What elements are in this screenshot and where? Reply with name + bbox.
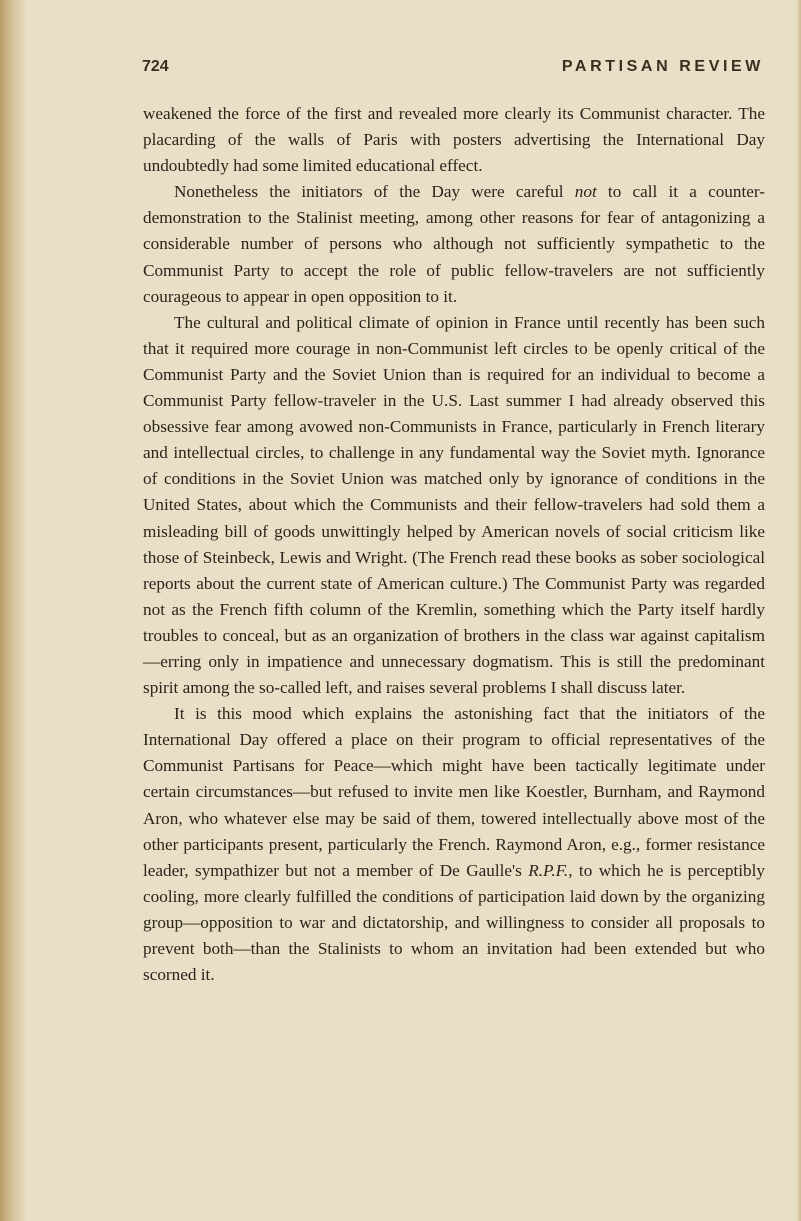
page-number: 724 [142, 58, 169, 75]
paragraph [143, 179, 765, 309]
page-gutter [0, 0, 26, 1221]
page-header [142, 58, 764, 86]
running-head: PARTISAN REVIEW [561, 58, 764, 75]
text-span: It is this mood which explains the astonishing fact that the initiators of the International Day offered a place on their program to official representatives of the Communist Partisans for Peace—which might have been tactically legitimate under certain circumstances—but refused to invite men like Koestler, Burnham, and Raymond Aron, who whatever else may be said of them, towered intellectually above most of the other participants present, particularly the French. Raymond Aron, e.g., former resistance leader, sympathizer but not a member of De Gaulle's [143, 704, 765, 880]
emphasis: not [574, 182, 597, 202]
page-edge [797, 0, 801, 1221]
text-span: , to which he is perceptibly cooling, more clearly fulfilled the conditions of participation laid down by the organizing group—opposition to war and dictatorship, and willingness to consider all proposals to prevent both—than the Stalinists to whom an invitation had been extended but who scorned it. [143, 860, 765, 985]
paragraph: The cultural and political climate of opinion in France until recently has been such that it required more courage in non-Communist left circles to be openly critical of the Communist Party and the Soviet Union than is required for an individual to become a Communist Party fellow-traveler in the U.S. Last summer I had already observed this obsessive fear among avowed non-Communists in France, particularly in French literary and intellectual circles, to challenge in any fundamental way the Soviet myth. Ignorance of conditions in the Soviet Union was matched only by ignorance of conditions in the United States, about which the Communists and their fellow-travelers had sold them a misleading bill of goods unwittingly helped by American novels of social criticism like those of Steinbeck, Lewis and Wright. (The French read these books as sober sociological reports about the current state of American culture.) The Communist Party was regarded not as the French fifth column of the Kremlin, something which the Party itself hardly troubles to conceal, but as an organization of brothers in the class war against capitalism—erring only in impatience and unnecessary dogmatism. This is still the predominant spirit among the so-called left, and raises several problems I shall discuss later. [143, 312, 765, 698]
article-body [143, 101, 765, 988]
emphasis: R.P.F. [528, 860, 569, 880]
paragraph: weakened the force of the first and revealed more clearly its Communist character. The placarding of the walls of Paris with posters advertising the International Day undoubtedly had some limited educational effect. [143, 104, 765, 176]
paragraph [143, 701, 765, 988]
text-span: to call it a counter-demonstration to the Stalinist meeting, among other reasons for fear of antagonizing a considerable number of persons who although not sufficiently sympathetic to the Communist Party to accept the role of public fellow-travelers are not sufficiently courageous to appear in open opposition to it. [143, 182, 766, 306]
text-span: Nonetheless the initiators of the Day were careful [174, 182, 575, 202]
